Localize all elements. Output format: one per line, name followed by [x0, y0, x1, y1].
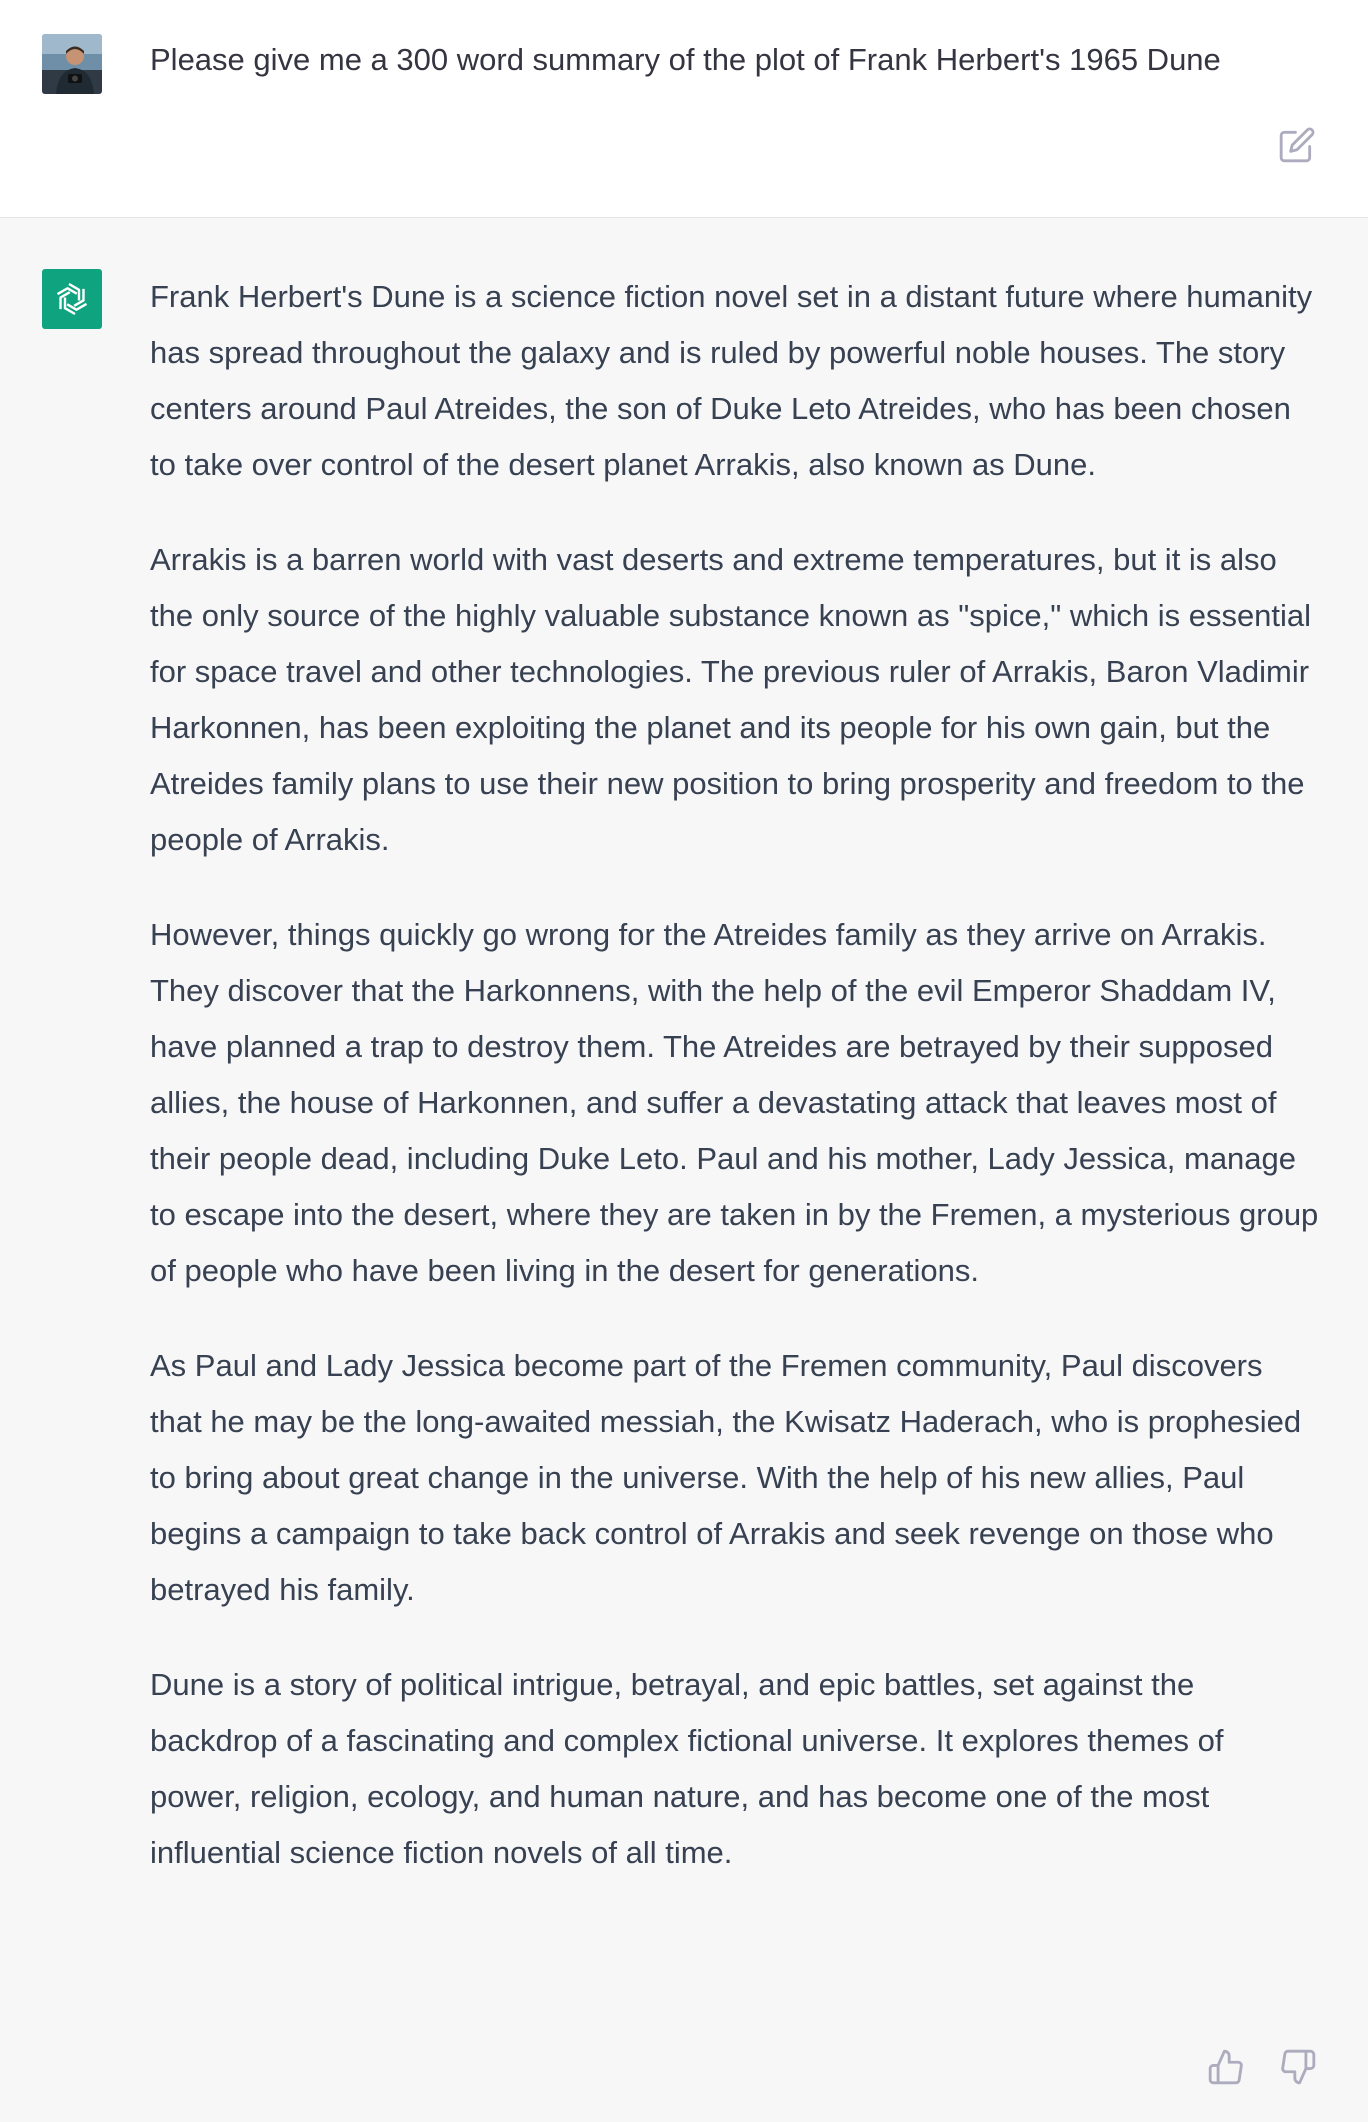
user-avatar-photo: [42, 34, 102, 94]
response-paragraph: Dune is a story of political intrigue, betrayal, and epic battles, set against the backdrop of a fascinating and complex fictional universe. It explores themes of power, religion, ecology, and human nature, and has become one of the most influential science fiction novels of all time.: [150, 1667, 1224, 1870]
user-avatar: [42, 34, 102, 94]
thumbs-up-button[interactable]: [1207, 2048, 1245, 2086]
user-message: [0, 0, 1368, 218]
openai-logo-icon: [52, 279, 92, 319]
assistant-avatar: [42, 269, 102, 329]
response-paragraph: However, things quickly go wrong for the Atreides family as they arrive on Arrakis. They discover that the Harkonnens, with the help of the evil Emperor Shaddam IV, have planned a trap to destroy them. The Atreides are betrayed by their supposed allies, the house of Harkonnen, and suffer a devastating attack that leaves most of their people dead, including Duke Leto. Paul and his mother, Lady Jessica, manage to escape into the desert, where they are taken in by the Fremen, a mysterious group of people who have been living in the desert for generations.: [150, 917, 1319, 1288]
thumbs-down-button[interactable]: [1279, 2048, 1317, 2086]
edit-button[interactable]: [1278, 126, 1316, 164]
response-paragraph: As Paul and Lady Jessica become part of the Fremen community, Paul discovers that he may be the long-awaited messiah, the Kwisatz Haderach, who is prophesied to bring about great change in the universe. With the help of his new allies, Paul begins a campaign to take back control of Arrakis and seek revenge on those who betrayed his family.: [150, 1348, 1302, 1607]
thumbs-up-icon: [1207, 2048, 1245, 2086]
response-paragraph: Frank Herbert's Dune is a science fiction novel set in a distant future where humanity has spread throughout the galaxy and is ruled by powerful noble houses. The story centers around Paul Atreides, the son of Duke Leto Atreides, who has been chosen to take over control of the desert planet Arrakis, also known as Dune.: [150, 279, 1313, 482]
edit-icon: [1278, 126, 1316, 164]
user-prompt-text: Please give me a 300 word summary of the plot of Frank Herbert's 1965 Dune: [150, 42, 1221, 77]
assistant-message: [0, 218, 1368, 2122]
response-paragraph: Arrakis is a barren world with vast deserts and extreme temperatures, but it is also the only source of the highly valuable substance known as "spice," which is essential for space travel and other technologies. The previous ruler of Arrakis, Baron Vladimir Harkonnen, has been exploiting the planet and its people for his own gain, but the Atreides family plans to use their new position to bring prosperity and freedom to the people of Arrakis.: [150, 542, 1312, 857]
thumbs-down-icon: [1279, 2048, 1317, 2086]
assistant-response: [150, 269, 1322, 1920]
